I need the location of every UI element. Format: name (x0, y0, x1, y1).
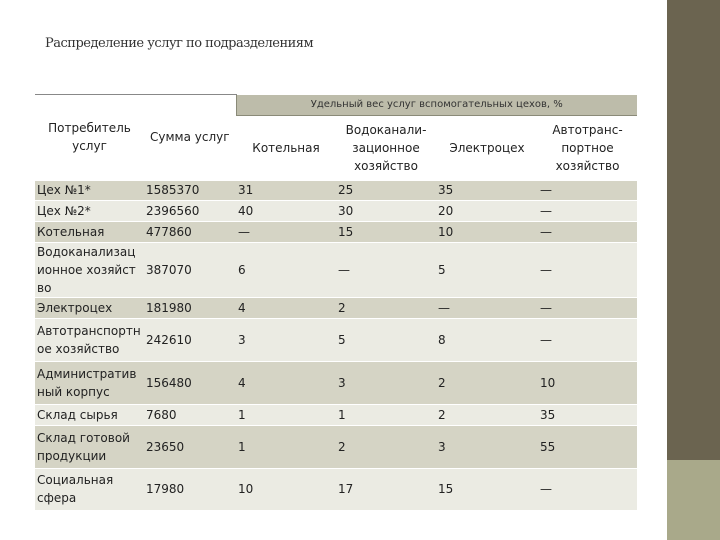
row-value: 3 (436, 425, 538, 468)
row-name: Цех №2* (35, 200, 144, 221)
row-value: 31 (236, 180, 336, 200)
row-value: 15 (336, 221, 436, 242)
row-value: 10 (538, 361, 637, 404)
row-sum: 181980 (144, 297, 236, 318)
side-bar-dark (667, 0, 720, 540)
row-sum: 156480 (144, 361, 236, 404)
table-row (35, 180, 637, 200)
row-name: Электроцех (35, 297, 144, 318)
row-value: 3 (336, 361, 436, 404)
row-value: 4 (236, 361, 336, 404)
row-value: 3 (236, 318, 336, 361)
row-value: 20 (436, 200, 538, 221)
row-value: 2 (436, 361, 538, 404)
distribution-table (35, 94, 637, 510)
row-value: — (538, 318, 637, 361)
row-value: — (236, 221, 336, 242)
row-sum: 2396560 (144, 200, 236, 221)
row-value: — (538, 221, 637, 242)
header-group: Удельный вес услуг вспомогательных цехов, % (236, 95, 637, 116)
page-title: Распределение услуг по подразделениям (45, 36, 314, 51)
row-value: 2 (436, 404, 538, 425)
row-value: — (538, 468, 637, 510)
row-name: Административный корпус (35, 361, 144, 404)
row-name: Склад готовой продукции (35, 425, 144, 468)
row-value: 35 (436, 180, 538, 200)
row-name: Социальная сфера (35, 468, 144, 510)
row-value: 1 (236, 404, 336, 425)
row-value: — (336, 242, 436, 297)
table-row (35, 425, 637, 468)
row-name: Автотранспортное хозяйство (35, 318, 144, 361)
row-sum: 242610 (144, 318, 236, 361)
row-sum: 17980 (144, 468, 236, 510)
header-sum: Сумма услуг (144, 95, 236, 181)
row-name: Котельная (35, 221, 144, 242)
row-value: — (538, 200, 637, 221)
row-sum: 1585370 (144, 180, 236, 200)
header-transport: Автотранс-портное хозяйство (538, 115, 637, 180)
header-water: Водоканали-зационное хозяйство (336, 115, 436, 180)
table-row (35, 200, 637, 221)
header-electric: Электроцех (436, 115, 538, 180)
table-row (35, 297, 637, 318)
row-value: — (436, 297, 538, 318)
row-value: 1 (336, 404, 436, 425)
row-value: 55 (538, 425, 637, 468)
row-name: Склад сырья (35, 404, 144, 425)
row-value: 1 (236, 425, 336, 468)
row-sum: 387070 (144, 242, 236, 297)
table-row (35, 242, 637, 297)
row-sum: 477860 (144, 221, 236, 242)
row-value: 4 (236, 297, 336, 318)
table-row (35, 221, 637, 242)
row-value: — (538, 297, 637, 318)
side-bar-light (667, 460, 720, 540)
row-value: 8 (436, 318, 538, 361)
row-value: 17 (336, 468, 436, 510)
row-name: Водоканализационное хозяйство (35, 242, 144, 297)
row-sum: 7680 (144, 404, 236, 425)
row-value: 2 (336, 425, 436, 468)
row-value: 2 (336, 297, 436, 318)
row-value: — (538, 242, 637, 297)
table-row (35, 404, 637, 425)
table-row (35, 318, 637, 361)
table-row (35, 468, 637, 510)
header-consumer: Потребитель услуг (35, 95, 144, 181)
row-value: 10 (236, 468, 336, 510)
row-value: 40 (236, 200, 336, 221)
row-value: — (538, 180, 637, 200)
row-value: 5 (336, 318, 436, 361)
row-value: 6 (236, 242, 336, 297)
row-value: 10 (436, 221, 538, 242)
header-boiler: Котельная (236, 115, 336, 180)
row-sum: 23650 (144, 425, 236, 468)
row-value: 30 (336, 200, 436, 221)
row-value: 15 (436, 468, 538, 510)
table-row (35, 361, 637, 404)
row-value: 25 (336, 180, 436, 200)
row-value: 5 (436, 242, 538, 297)
row-name: Цех №1* (35, 180, 144, 200)
row-value: 35 (538, 404, 637, 425)
